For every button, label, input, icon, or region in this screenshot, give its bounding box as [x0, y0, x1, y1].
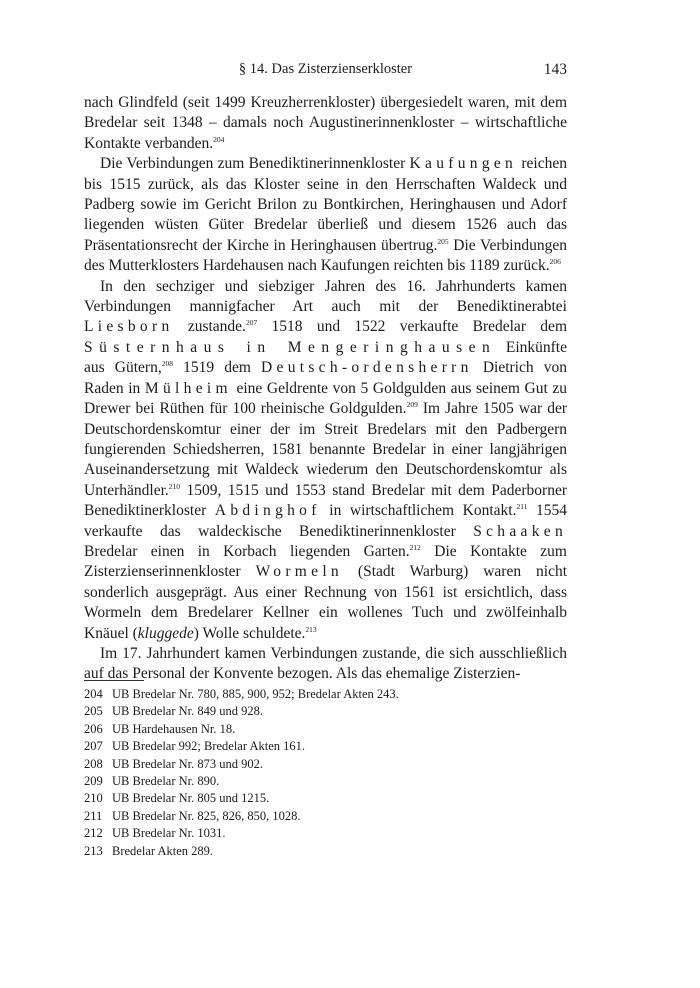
spaced-place-name: Schaaken	[473, 522, 567, 540]
footnote-item	[84, 756, 567, 773]
text-run: in wirtschaftlichem Kontakt.	[320, 502, 517, 520]
footnote-item	[84, 703, 567, 720]
footnote-number: 210	[84, 791, 103, 806]
paragraph-3	[84, 277, 567, 644]
text-run: 1509, 1515 und 1553 stand Bredelar mit dem Paderborner Benediktinerkloster	[84, 481, 567, 520]
running-title: § 14. Das Zisterzienserkloster	[238, 61, 413, 77]
text-run: Einkünfte aus Gütern,	[84, 338, 567, 377]
spaced-place-name: Kaufungen	[409, 155, 518, 173]
spaced-place-name: Mülheim	[144, 379, 232, 397]
footnote-number: 204	[84, 687, 103, 701]
spaced-place-name: Süsternhaus in Mengeringhausen	[84, 338, 497, 356]
footnote-number: 205	[84, 704, 103, 719]
text-run: ) Wolle schuldete.	[193, 624, 306, 642]
footnote-number: 207	[84, 739, 103, 754]
footnote-item	[84, 825, 567, 842]
footnote-text: UB Bredelar Nr. 805 und 1215.	[112, 791, 270, 806]
footnote-item	[84, 721, 567, 738]
footnote-ref: 204	[213, 134, 225, 144]
paragraph-1	[84, 93, 567, 154]
footnote-number: 206	[84, 721, 103, 736]
text-run: 1554 verkaufte das waldeckische Benediktinerinnenkloster	[84, 502, 568, 540]
text-run: eine Geldrente von 5 Goldgulden aus seinem Gut zu Drewer bei Rüthen für 100 rheinische Goldgulden.	[84, 379, 567, 418]
footnote-item	[84, 808, 567, 825]
footnote-item	[84, 738, 567, 755]
footnote-text: UB Bredelar Nr. 780, 885, 900, 952; Bredelar Akten 243.	[112, 687, 399, 701]
footnote-text: Bredelar Akten 289.	[112, 843, 214, 858]
footnote-item	[84, 686, 567, 703]
page-number: 143	[543, 61, 567, 78]
footnote-text: UB Hardehausen Nr. 18.	[112, 721, 236, 736]
footnote-item	[84, 790, 567, 807]
footnote-item	[84, 843, 567, 860]
main-text	[84, 93, 567, 685]
footnote-ref: 211	[516, 502, 528, 512]
footnote-text: UB Bredelar Nr. 1031.	[112, 826, 226, 841]
text-run: Bredelar einen in Korbach liegenden Garten.	[84, 542, 410, 560]
footnote-item	[84, 773, 567, 790]
footnote-number: 213	[84, 843, 103, 858]
footnote-text: UB Bredelar Nr. 825, 826, 850, 1028.	[112, 808, 301, 823]
footnote-text: UB Bredelar Nr. 890.	[112, 774, 220, 789]
footnote-text: UB Bredelar Nr. 849 und 928.	[112, 704, 264, 719]
text-run: (Stadt Warburg) waren nicht sonderlich ausgeprägt. Aus einer Rechnung von 1561 ist ersichtlich, dass Wormeln dem Bredelarer Kellner ein wollenes Tuch und zwölfeinhalb Knäuel (	[84, 563, 567, 642]
text-run: Dietrich von Raden in	[84, 359, 567, 397]
italic-term: kluggede	[137, 624, 194, 642]
footnote-number: 211	[84, 808, 103, 823]
text-run: 1519 dem	[172, 359, 262, 377]
spaced-place-name: Wormeln	[255, 563, 343, 581]
text-run: reichen bis 1515 zurück, als das Kloster seine in den Herrschaften Waldeck und Padberg sowie im Gericht Brilon zu Bontkirchen, Heringhausen und Adorf liegenden wüsten Güter Bredelar überließ und diesem 1526 auch das Präsentationsrecht der Kirche in Heringhausen übertrug.	[84, 155, 567, 254]
footnote-number: 209	[84, 774, 103, 789]
spaced-place-name: Deutsch-ordensherrn	[261, 359, 473, 377]
footnote-ref: 210	[168, 481, 181, 491]
footnote-number: 208	[84, 756, 103, 771]
running-header	[84, 61, 567, 83]
text-run: Im 17. Jahrhundert kamen Verbindungen zustande, die sich ausschließlich auf das Personal der Konvente bezogen. Als das ehemalige Zisterzien-	[84, 644, 567, 683]
footnote-ref: 209	[406, 400, 418, 410]
text-run: In den sechziger und siebziger Jahren des 16. Jahrhunderts kamen Verbindungen mannigfacher Art auch mit der Benediktinerabtei	[84, 277, 567, 316]
footnote-number: 212	[84, 826, 103, 841]
footnote-ref: 206	[549, 257, 561, 267]
text-run: Die Verbindungen zum Benediktinerinnenkloster	[100, 155, 410, 173]
text-run: Die Kontakte zum Zisterzienserinnenkloster	[84, 542, 567, 581]
footnote-text: UB Bredelar 992; Bredelar Akten 161.	[112, 739, 306, 754]
text-run: Im Jahre 1505 war der Deutschordenskomtur einer der im Streit Bredelars mit den Padbergern fungierenden Schiedsherren, 1581 benannte Bredelar in einer langjährigen Auseinandersetzung mit Waldeck wiederum den Deutschordenskomtur als Unterhändler.	[84, 400, 568, 499]
footnote-list	[84, 686, 567, 860]
spaced-place-name: Liesborn	[84, 318, 174, 336]
footnote-ref: 213	[305, 624, 317, 634]
spaced-place-name: Abdinghof	[214, 502, 321, 520]
footnote-ref: 205	[437, 236, 449, 246]
footnote-ref: 207	[245, 318, 258, 328]
footnote-ref: 208	[161, 359, 173, 369]
paragraph-2	[84, 154, 567, 276]
footnote-text: UB Bredelar Nr. 873 und 902.	[112, 756, 264, 771]
text-run: zustande.	[173, 318, 246, 336]
text-run: 1518 und 1522 verkaufte Bredelar dem	[257, 318, 567, 336]
text-run: nach Glindfeld (seit 1499 Kreuzherrenkloster) übergesiedelt waren, mit dem Bredelar seit 1348 – damals noch Augustinerinnenkloster – wirtschaftliche Kontakte verbanden.	[84, 94, 567, 152]
footnote-ref: 212	[409, 542, 421, 552]
footnote-divider	[84, 680, 144, 681]
text-run: Die Verbindungen des Mutterklosters Hardehausen nach Kaufungen reichten bis 1189 zurück.	[84, 236, 567, 275]
paragraph-4	[84, 644, 567, 685]
